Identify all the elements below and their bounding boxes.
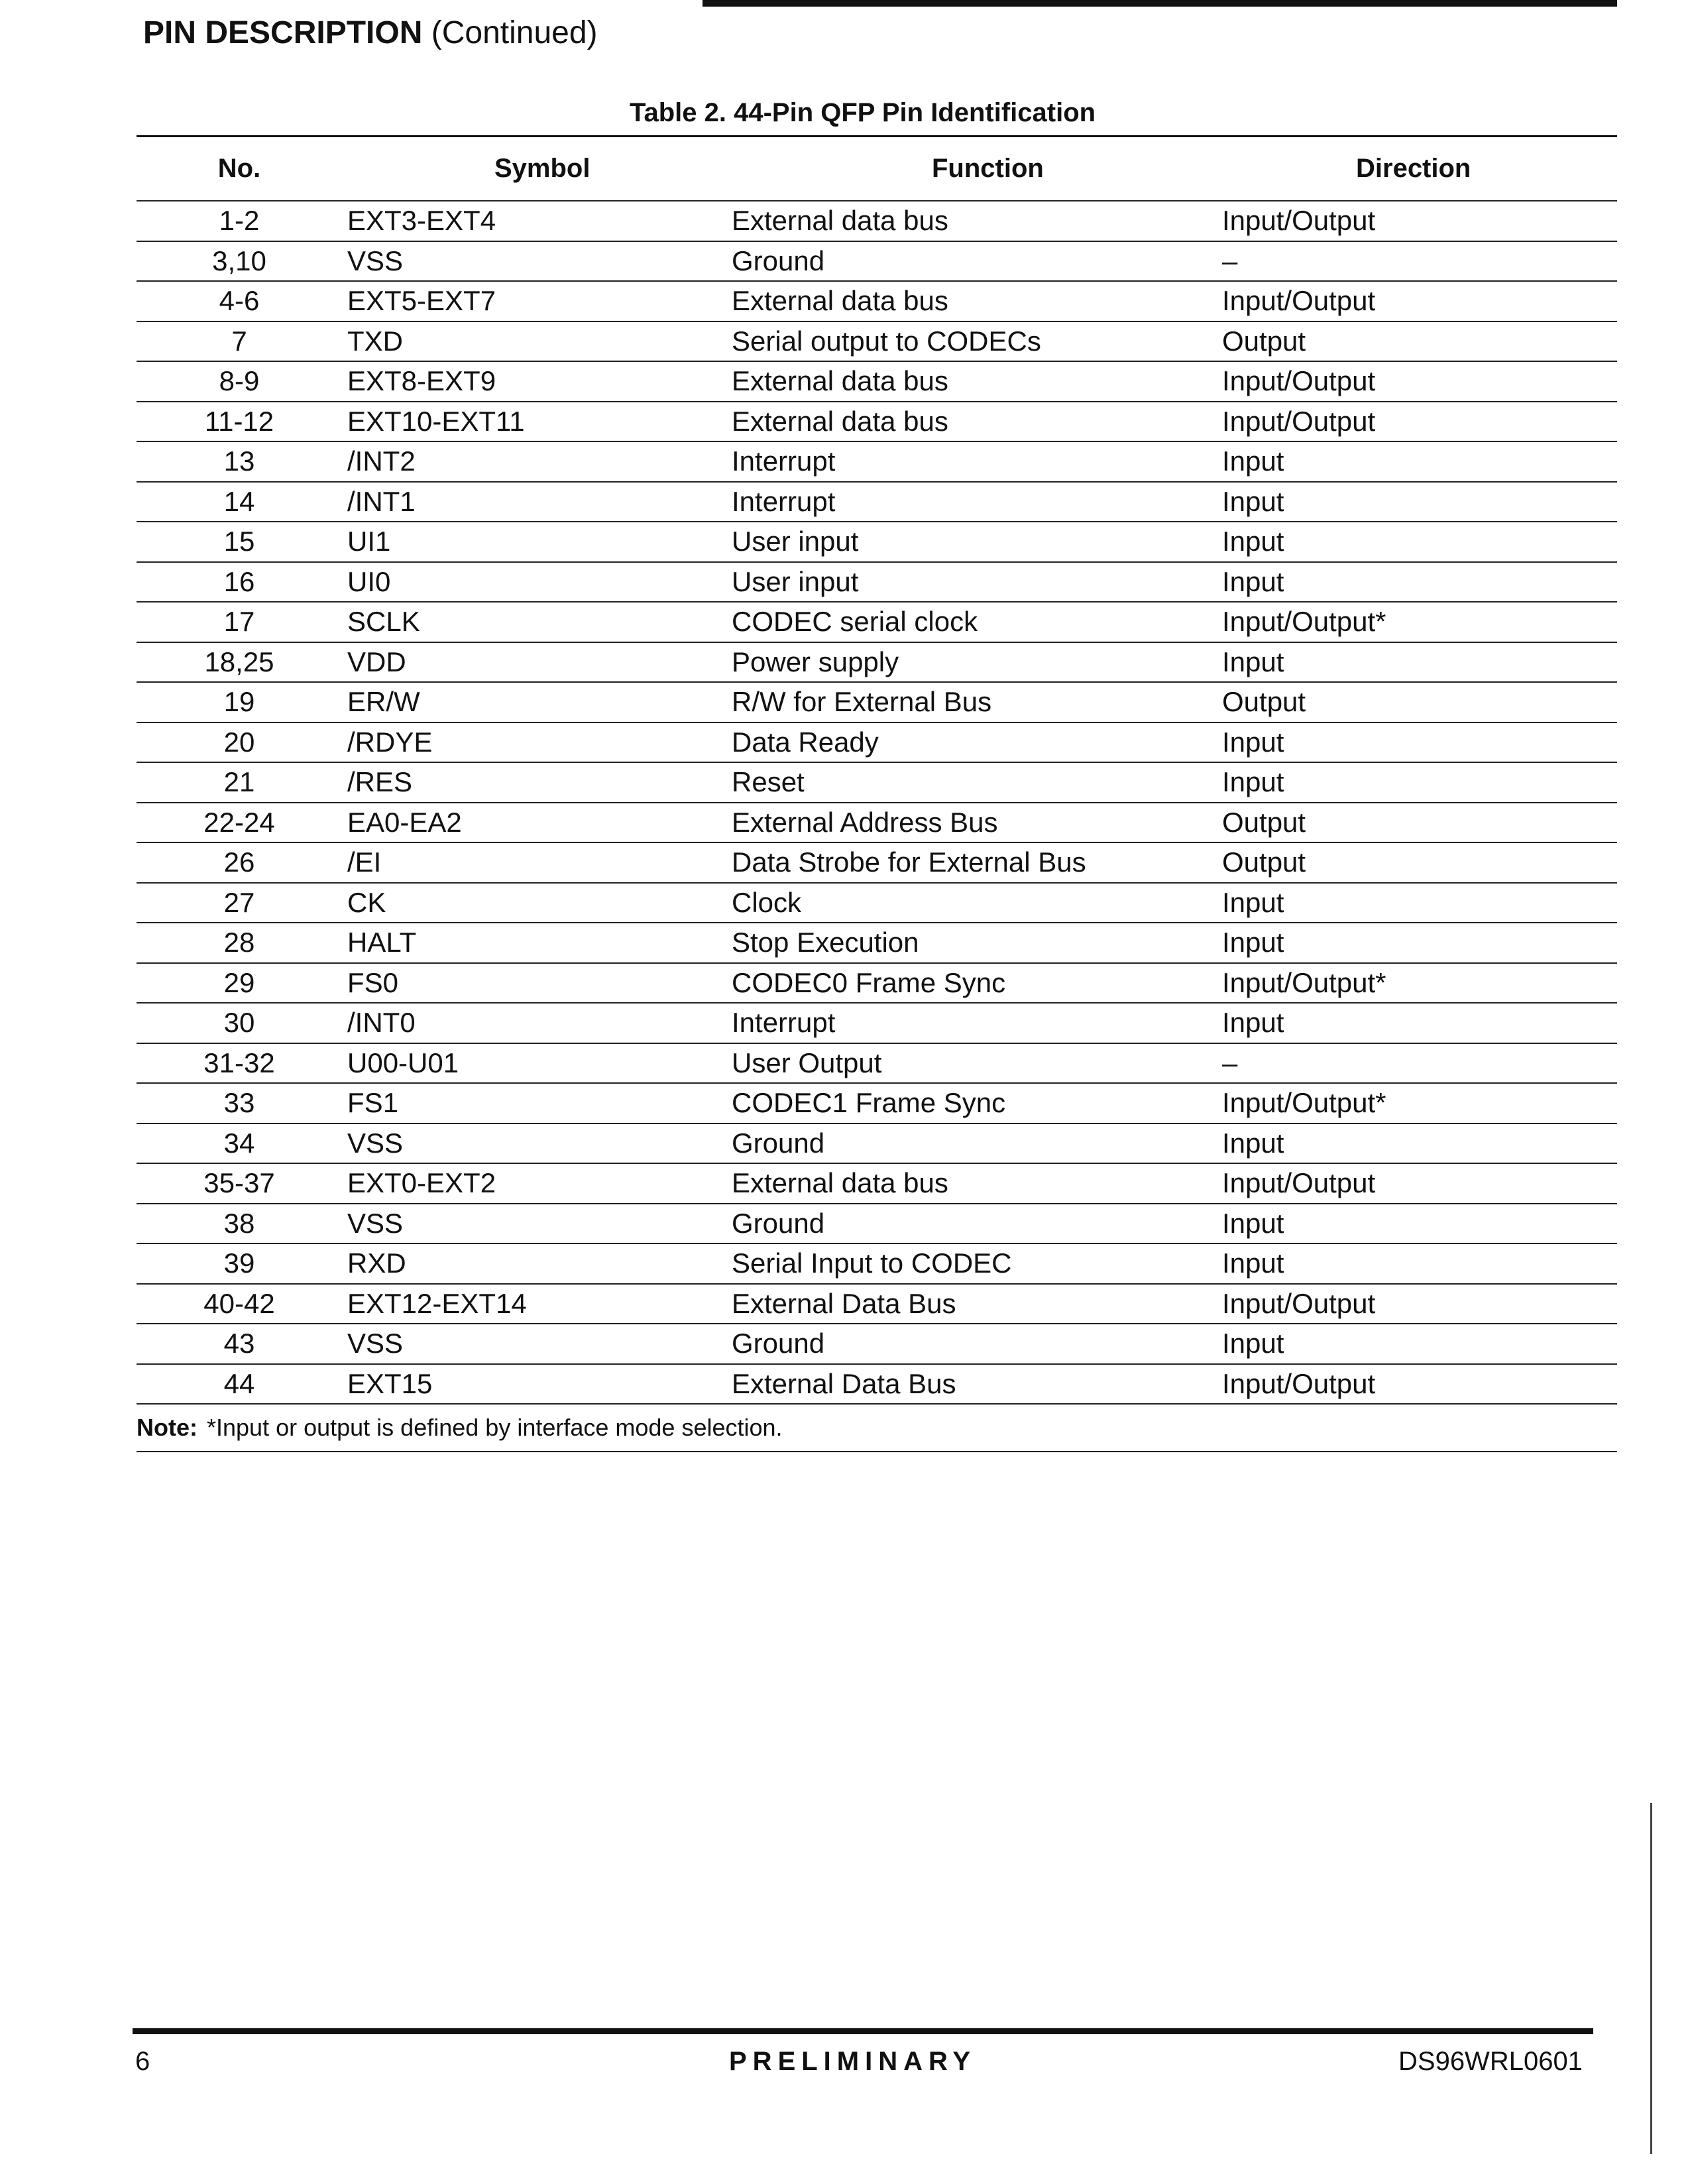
function-cell: Ground (732, 1328, 825, 1359)
table-row (137, 803, 1617, 842)
table-body (137, 201, 1617, 1405)
pin-number-cell: 3,10 (212, 245, 266, 276)
pin-number-cell: 39 (223, 1247, 255, 1279)
direction-cell: Input/Output (1222, 1167, 1376, 1199)
direction-cell: Input/Output (1222, 285, 1376, 317)
direction-cell: Input (1222, 886, 1284, 918)
function-cell: External data bus (732, 365, 948, 397)
direction-cell: Input/Output* (1222, 966, 1386, 998)
function-cell: External data bus (732, 405, 948, 437)
pin-number-cell: 26 (223, 846, 255, 878)
function-cell: CODEC serial clock (732, 606, 978, 638)
function-cell: User input (732, 565, 859, 597)
symbol-cell: EXT3-EXT4 (347, 205, 496, 237)
symbol-cell: EXT10-EXT11 (347, 405, 525, 437)
symbol-cell: EXT8-EXT9 (347, 365, 496, 397)
function-cell: External Data Bus (732, 1287, 956, 1319)
function-cell: Interrupt (732, 1007, 836, 1039)
table-row (137, 1244, 1617, 1283)
pin-number-cell: 20 (223, 726, 255, 758)
symbol-cell: /INT1 (347, 485, 416, 517)
direction-cell: Input (1222, 565, 1284, 597)
table-row (137, 723, 1617, 762)
header-function: Function (932, 154, 1044, 183)
pin-number-cell: 17 (223, 606, 255, 638)
function-cell: User Output (732, 1047, 882, 1078)
symbol-cell: EXT5-EXT7 (347, 285, 496, 317)
symbol-cell: /INT2 (347, 445, 416, 477)
pin-number-cell: 14 (223, 485, 255, 517)
table-row (137, 1164, 1617, 1203)
symbol-cell: EA0-EA2 (347, 806, 462, 838)
symbol-cell: /INT0 (347, 1007, 416, 1039)
symbol-cell: /EI (347, 846, 382, 878)
symbol-cell: /RDYE (347, 726, 433, 758)
function-cell: Interrupt (732, 445, 836, 477)
direction-cell: Input/Output* (1222, 606, 1386, 638)
symbol-cell: RXD (347, 1247, 406, 1279)
table-row (137, 402, 1617, 441)
pin-number-cell: 28 (223, 927, 255, 958)
symbol-cell: VSS (347, 1207, 404, 1239)
footer-rule (133, 2028, 1593, 2034)
function-cell: CODEC1 Frame Sync (732, 1087, 1006, 1119)
table-row (137, 843, 1617, 882)
function-cell: Data Ready (732, 726, 879, 758)
table-row (137, 763, 1617, 802)
table-row (137, 1004, 1617, 1043)
direction-cell: Input (1222, 766, 1284, 798)
symbol-cell: VSS (347, 1328, 404, 1359)
pin-number-cell: 44 (223, 1367, 255, 1399)
function-cell: External data bus (732, 205, 948, 237)
direction-cell: Input/Output (1222, 1367, 1376, 1399)
direction-cell: Input (1222, 726, 1284, 758)
symbol-cell: ER/W (347, 686, 420, 718)
symbol-cell: UI0 (347, 565, 391, 597)
pin-number-cell: 38 (223, 1207, 255, 1239)
table-row (137, 1044, 1617, 1083)
preliminary-label: PRELIMINARY (729, 2047, 977, 2076)
table-header-row (137, 137, 1617, 200)
symbol-cell: FS1 (347, 1087, 399, 1119)
symbol-cell: U00-U01 (347, 1047, 459, 1078)
pin-identification-table (137, 135, 1617, 1452)
pin-number-cell: 31-32 (203, 1047, 275, 1078)
function-cell: CODEC0 Frame Sync (732, 966, 1006, 998)
function-cell: Ground (732, 245, 825, 276)
pin-number-cell: 19 (223, 686, 255, 718)
header-direction: Direction (1356, 154, 1471, 183)
function-cell: Power supply (732, 646, 899, 677)
table-row (137, 884, 1617, 923)
pin-number-cell: 43 (223, 1328, 255, 1359)
note-label: Note: (137, 1414, 197, 1441)
symbol-cell: SCLK (347, 606, 420, 638)
symbol-cell: EXT0-EXT2 (347, 1167, 496, 1199)
table-row (137, 683, 1617, 722)
direction-cell: Input (1222, 646, 1284, 677)
direction-cell: Input/Output (1222, 365, 1376, 397)
function-cell: Reset (732, 766, 805, 798)
direction-cell: Input (1222, 526, 1284, 557)
symbol-cell: FS0 (347, 966, 399, 998)
direction-cell: Output (1222, 325, 1306, 357)
direction-cell: Output (1222, 686, 1306, 718)
symbol-cell: VSS (347, 245, 404, 276)
symbol-cell: EXT15 (347, 1367, 433, 1399)
symbol-cell: UI1 (347, 526, 391, 557)
table-row (137, 1365, 1617, 1404)
table-row (137, 483, 1617, 522)
table-row (137, 1204, 1617, 1243)
note-text: *Input or output is defined by interface mode selection. (207, 1414, 783, 1441)
direction-cell: Input/Output (1222, 1287, 1376, 1319)
table-caption: Table 2. 44-Pin QFP Pin Identification (630, 98, 1096, 127)
table-row (137, 1124, 1617, 1163)
table-bottom-rule (137, 1451, 1617, 1452)
pin-number-cell: 16 (223, 565, 255, 597)
pin-number-cell: 7 (231, 325, 247, 357)
function-cell: External Address Bus (732, 806, 998, 838)
pin-number-cell: 8-9 (219, 365, 260, 397)
function-cell: Ground (732, 1207, 825, 1239)
direction-cell: Output (1222, 806, 1306, 838)
direction-cell: – (1222, 245, 1238, 276)
function-cell: Ground (732, 1127, 825, 1159)
table-row (137, 923, 1617, 962)
pin-number-cell: 18,25 (204, 646, 274, 677)
table-row (137, 242, 1617, 281)
table-row (137, 1285, 1617, 1324)
pin-number-cell: 33 (223, 1087, 255, 1119)
table-row (137, 643, 1617, 682)
direction-cell: Input/Output (1222, 205, 1376, 237)
section-title (143, 15, 598, 51)
table-note (137, 1405, 1617, 1451)
function-cell: External Data Bus (732, 1367, 956, 1399)
pin-number-cell: 35-37 (203, 1167, 275, 1199)
direction-cell: Input (1222, 485, 1284, 517)
page-number: 6 (135, 2047, 150, 2076)
direction-cell: Output (1222, 846, 1306, 878)
pin-number-cell: 21 (223, 766, 255, 798)
symbol-cell: TXD (347, 325, 403, 357)
table-row (137, 1084, 1617, 1123)
pin-number-cell: 1-2 (219, 205, 260, 237)
function-cell: Stop Execution (732, 927, 919, 958)
document-id: DS96WRL0601 (1398, 2047, 1583, 2076)
pin-number-cell: 22-24 (203, 806, 275, 838)
direction-cell: Input (1222, 1007, 1284, 1039)
direction-cell: – (1222, 1047, 1238, 1078)
function-cell: User input (732, 526, 859, 557)
pin-number-cell: 40-42 (203, 1287, 275, 1319)
function-cell: R/W for External Bus (732, 686, 992, 718)
header-no: No. (217, 154, 261, 183)
table-row (137, 603, 1617, 642)
symbol-cell: /RES (347, 766, 413, 798)
function-cell: Serial Input to CODEC (732, 1247, 1012, 1279)
pin-number-cell: 34 (223, 1127, 255, 1159)
function-cell: Interrupt (732, 485, 836, 517)
pin-number-cell: 29 (223, 966, 255, 998)
scan-margin-line (1650, 1803, 1652, 2154)
symbol-cell: HALT (347, 927, 417, 958)
section-title-bold: PIN DESCRIPTION (143, 15, 423, 50)
top-rule (703, 0, 1617, 7)
symbol-cell: EXT12-EXT14 (347, 1287, 527, 1319)
function-cell: External data bus (732, 285, 948, 317)
direction-cell: Input (1222, 445, 1284, 477)
function-cell: External data bus (732, 1167, 948, 1199)
pin-number-cell: 30 (223, 1007, 255, 1039)
table-row (137, 1324, 1617, 1363)
pin-number-cell: 4-6 (219, 285, 260, 317)
function-cell: Serial output to CODECs (732, 325, 1041, 357)
table-row (137, 362, 1617, 401)
pin-number-cell: 11-12 (204, 405, 274, 437)
pin-number-cell: 27 (223, 886, 255, 918)
direction-cell: Input/Output* (1222, 1087, 1386, 1119)
direction-cell: Input (1222, 1207, 1284, 1239)
function-cell: Clock (732, 886, 802, 918)
direction-cell: Input/Output (1222, 405, 1376, 437)
symbol-cell: CK (347, 886, 386, 918)
table-row (137, 322, 1617, 361)
pin-number-cell: 13 (223, 445, 255, 477)
symbol-cell: VSS (347, 1127, 404, 1159)
table-row (137, 201, 1617, 241)
direction-cell: Input (1222, 927, 1284, 958)
pin-number-cell: 15 (223, 526, 255, 557)
function-cell: Data Strobe for External Bus (732, 846, 1086, 878)
header-symbol: Symbol (494, 154, 591, 183)
table-row (137, 522, 1617, 561)
symbol-cell: VDD (347, 646, 406, 677)
table-row (137, 282, 1617, 321)
table-row (137, 563, 1617, 602)
direction-cell: Input (1222, 1127, 1284, 1159)
section-title-suffix: (Continued) (422, 15, 598, 50)
table-row (137, 442, 1617, 481)
direction-cell: Input (1222, 1247, 1284, 1279)
table-row (137, 964, 1617, 1003)
direction-cell: Input (1222, 1328, 1284, 1359)
